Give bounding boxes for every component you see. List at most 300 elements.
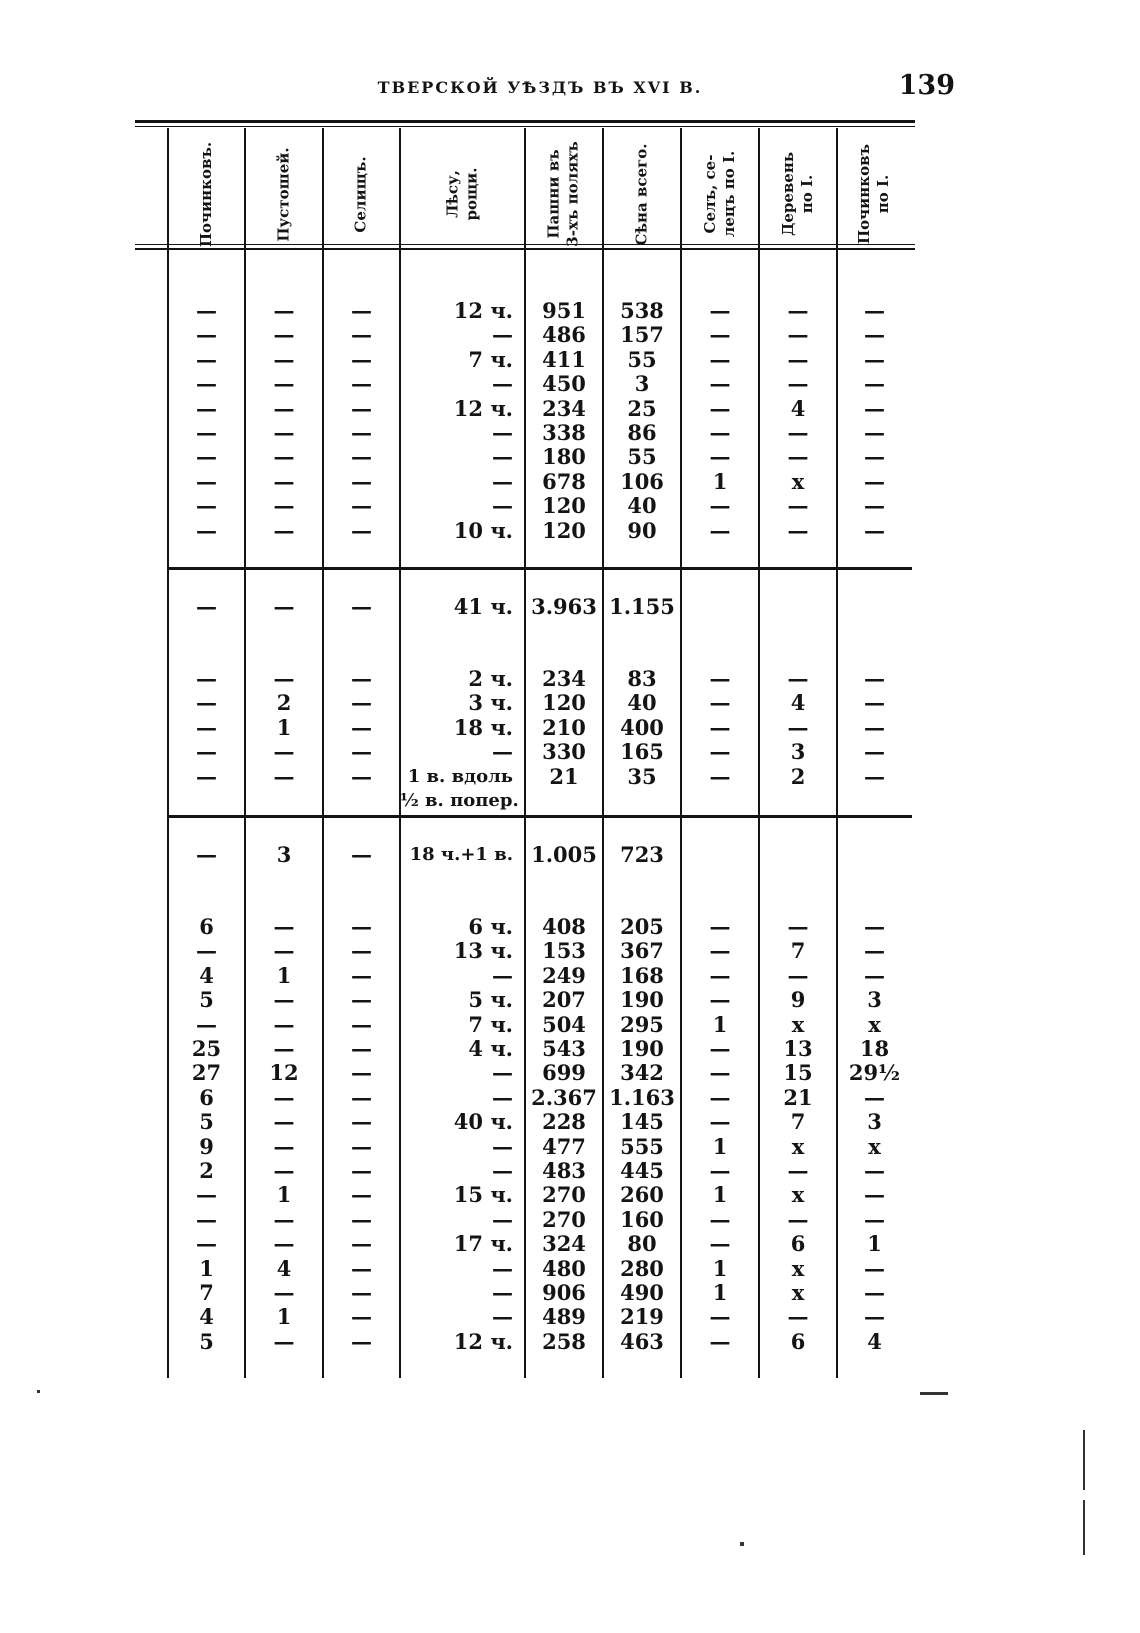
table-cell: —	[273, 468, 295, 494]
table-cell: —	[709, 690, 731, 716]
table-cell: 270	[542, 1206, 586, 1232]
table-cell: —	[351, 714, 372, 740]
table-cell: —	[351, 1011, 372, 1037]
table-cell: 41 ч.	[453, 594, 513, 619]
table-cell: —	[709, 714, 731, 740]
table-cell: ½ в. попер.	[400, 790, 519, 811]
table-cell: —	[351, 1036, 372, 1061]
table-cell: —	[273, 493, 295, 519]
table-cell: —	[864, 420, 885, 445]
table-cell: 25	[191, 1036, 222, 1061]
table-cell: 18	[859, 1036, 890, 1061]
table-cell: —	[864, 962, 885, 988]
table-cell: —	[864, 371, 885, 397]
table-cell: —	[351, 763, 372, 789]
table-cell: —	[196, 714, 217, 740]
table-cell: x	[791, 1280, 805, 1305]
table-cell: 55	[627, 444, 657, 470]
table-cell: 2	[276, 690, 292, 716]
table-cell: 450	[542, 371, 586, 397]
table-cell: —	[196, 938, 217, 964]
table-cell: 120	[542, 690, 586, 716]
table-cell: —	[492, 1255, 513, 1281]
table-cell: 260	[620, 1182, 664, 1208]
page-number: 139	[898, 70, 955, 101]
table-cell: —	[709, 322, 731, 348]
table-cell: 2	[790, 763, 806, 789]
table-cell: —	[351, 1060, 372, 1086]
table-cell: —	[196, 1231, 217, 1257]
table-cell: 1	[276, 1182, 292, 1208]
table-cell: —	[864, 739, 885, 765]
column-header-label: Лѣсу, рощи.	[443, 167, 481, 221]
table-cell: —	[864, 395, 885, 421]
table-cell: —	[351, 987, 372, 1013]
table-cell: —	[492, 322, 513, 348]
table-rule	[135, 120, 915, 123]
table-cell: —	[351, 298, 372, 323]
table-cell: 17 ч.	[453, 1231, 513, 1257]
table-cell: —	[492, 1084, 513, 1110]
table-cell: —	[709, 962, 731, 988]
table-cell: 3	[867, 1109, 882, 1135]
table-cell: 153	[542, 938, 586, 964]
table-cell: —	[273, 444, 295, 470]
table-cell: —	[864, 1304, 885, 1330]
table-cell: —	[864, 1182, 885, 1208]
table-cell: 477	[542, 1133, 586, 1159]
table-cell: —	[492, 371, 513, 397]
table-cell: 2 ч.	[468, 666, 513, 691]
table-cell: —	[351, 371, 372, 397]
column-header-label: Починковъ.	[197, 141, 215, 247]
table-cell: —	[864, 938, 885, 964]
table-cell: —	[709, 1060, 731, 1086]
table-cell: 1.005	[531, 842, 597, 867]
table-cell: 367	[620, 938, 664, 964]
table-cell: —	[196, 690, 217, 716]
table-cell: —	[351, 1280, 372, 1305]
table-cell: —	[351, 666, 372, 691]
table-cell: 463	[620, 1328, 664, 1354]
table-cell: 4	[790, 395, 806, 421]
table-cell: —	[864, 666, 885, 691]
table-cell: 12	[269, 1060, 299, 1086]
table-cell: —	[709, 1109, 731, 1135]
table-cell: 1.155	[609, 594, 675, 619]
table-cell: 951	[542, 298, 586, 323]
table-cell: —	[492, 420, 513, 445]
table-cell: 6	[790, 1231, 806, 1257]
table-cell: 234	[542, 395, 586, 421]
table-cell: 168	[620, 962, 664, 988]
table-cell: —	[787, 962, 809, 988]
table-cell: 29½	[848, 1060, 901, 1086]
table-cell: 15 ч.	[453, 1182, 513, 1208]
table-cell: 3	[867, 987, 882, 1013]
table-cell: 490	[620, 1280, 664, 1305]
table-cell: —	[709, 987, 731, 1013]
table-cell: —	[351, 1133, 372, 1159]
table-cell: —	[196, 298, 217, 323]
table-cell: —	[709, 1084, 731, 1110]
table-cell: 18 ч.+1 в.	[409, 844, 513, 865]
column-header-label: Пустошей.	[274, 146, 293, 242]
table-cell: —	[864, 346, 885, 372]
table-cell: —	[787, 1158, 809, 1183]
table-cell: 489	[542, 1304, 586, 1330]
column-header	[323, 135, 400, 253]
table-cell: 228	[542, 1109, 586, 1135]
table-cell: 190	[620, 1036, 664, 1061]
column-header	[759, 135, 837, 253]
table-cell: —	[196, 395, 217, 421]
table-cell: 35	[627, 763, 657, 789]
table-cell: —	[864, 1280, 885, 1305]
table-cell: —	[709, 298, 731, 323]
table-cell: —	[787, 444, 809, 470]
table-cell: 6 ч.	[468, 914, 513, 939]
running-title: ТВЕРСКОЙ УѢЗДЪ ВЪ XVI В.	[377, 78, 703, 97]
table-cell: 21	[783, 1084, 813, 1110]
table-cell: 258	[542, 1328, 586, 1354]
table-cell: 5	[199, 1109, 214, 1135]
table-cell: 210	[542, 714, 586, 740]
table-cell: —	[351, 517, 372, 543]
scan-mark	[37, 1390, 40, 1393]
table-cell: —	[351, 938, 372, 964]
table-cell: —	[273, 420, 295, 445]
column-header	[400, 135, 525, 253]
table-cell: 83	[627, 666, 657, 691]
table-cell: 3	[790, 739, 806, 765]
table-cell: 2.367	[531, 1084, 597, 1110]
table-cell: —	[273, 1109, 295, 1135]
table-cell: —	[351, 444, 372, 470]
column-header	[603, 135, 681, 253]
table-cell: —	[864, 914, 885, 939]
table-cell: 234	[542, 666, 586, 691]
table-cell: 7 ч.	[468, 1011, 513, 1037]
table-cell: —	[709, 420, 731, 445]
table-cell: 205	[620, 914, 664, 939]
table-cell: 483	[542, 1158, 586, 1183]
table-cell: 480	[542, 1255, 586, 1281]
table-cell: —	[709, 346, 731, 372]
table-cell: 555	[620, 1133, 664, 1159]
table-cell: 219	[620, 1304, 664, 1330]
table-cell: —	[196, 1011, 217, 1037]
table-cell: 55	[627, 346, 657, 372]
table-cell: —	[351, 468, 372, 494]
table-cell: —	[787, 298, 809, 323]
table-cell: —	[196, 763, 217, 789]
table-cell: —	[351, 690, 372, 716]
table-cell: x	[791, 468, 805, 494]
table-cell: —	[196, 468, 217, 494]
table-cell: —	[864, 1084, 885, 1110]
table-cell: 7 ч.	[468, 346, 513, 372]
table-cell: —	[709, 1036, 731, 1061]
table-cell: 165	[620, 739, 664, 765]
table-cell: —	[196, 517, 217, 543]
table-cell: 5	[199, 987, 214, 1013]
table-cell: —	[273, 517, 295, 543]
table-cell: —	[351, 594, 372, 619]
table-cell: —	[709, 666, 731, 691]
table-cell: —	[273, 371, 295, 397]
table-cell: —	[709, 1231, 731, 1257]
table-cell: 7	[790, 1109, 806, 1135]
table-cell: —	[273, 1158, 295, 1183]
table-cell: x	[791, 1182, 805, 1208]
table-cell: x	[791, 1133, 805, 1159]
table-cell: —	[196, 444, 217, 470]
table-cell: —	[787, 666, 809, 691]
table-cell: 4	[199, 1304, 214, 1330]
table-cell: —	[492, 493, 513, 519]
table-cell: x	[868, 1011, 881, 1037]
table-rule	[135, 126, 915, 127]
table-cell: 408	[542, 914, 586, 939]
table-cell: —	[787, 1206, 809, 1232]
table-cell: —	[709, 371, 731, 397]
table-cell: 7	[199, 1280, 214, 1305]
table-cell: 1	[712, 1255, 728, 1281]
table-cell: 1	[276, 962, 292, 988]
table-cell: 699	[542, 1060, 586, 1086]
column-header	[168, 135, 245, 253]
table-cell: —	[864, 468, 885, 494]
table-cell: —	[351, 1109, 372, 1135]
table-cell: 3.963	[531, 594, 597, 619]
table-cell: 400	[620, 714, 664, 740]
table-cell: —	[273, 914, 295, 939]
table-cell: 80	[627, 1231, 657, 1257]
table-cell: 342	[620, 1060, 664, 1086]
table-cell: —	[273, 1328, 295, 1354]
column-header	[837, 135, 912, 253]
table-cell: —	[273, 763, 295, 789]
table-cell: 1	[199, 1255, 214, 1281]
table-cell: 2	[199, 1158, 214, 1183]
table-cell: —	[709, 493, 731, 519]
table-cell: 120	[542, 517, 586, 543]
table-cell: —	[709, 517, 731, 543]
table-cell: —	[492, 1206, 513, 1232]
table-cell: 6	[790, 1328, 806, 1354]
table-cell: x	[791, 1255, 805, 1281]
table-cell: —	[351, 962, 372, 988]
table-cell: —	[351, 739, 372, 765]
table-cell: —	[787, 517, 809, 543]
table-cell: —	[351, 420, 372, 445]
table-cell: —	[787, 322, 809, 348]
table-cell: 40	[627, 690, 657, 716]
table-cell: —	[864, 1158, 885, 1183]
table-cell: —	[864, 444, 885, 470]
column-header-label: Деревень по I.	[779, 151, 817, 237]
table-cell: 723	[620, 842, 664, 867]
table-cell: 4 ч.	[468, 1036, 513, 1061]
table-cell: 12 ч.	[453, 1328, 513, 1354]
table-cell: —	[709, 1328, 731, 1354]
table-cell: 4	[276, 1255, 292, 1281]
table-cell: —	[864, 763, 885, 789]
table-cell: 1 в. вдоль	[407, 765, 513, 787]
column-header	[525, 135, 603, 253]
table-cell: —	[709, 1206, 731, 1232]
table-cell: 3 ч.	[468, 690, 513, 716]
table-cell: 40	[627, 493, 657, 519]
column-header	[245, 135, 323, 253]
table-cell: 6	[199, 914, 214, 939]
table-cell: —	[273, 395, 295, 421]
table-cell: —	[273, 987, 295, 1013]
table-cell: 330	[542, 739, 586, 765]
table-cell: 4	[790, 690, 806, 716]
table-cell: —	[351, 1304, 372, 1330]
table-cell: 160	[620, 1206, 664, 1232]
table-cell: 4	[867, 1328, 882, 1354]
table-cell: 21	[549, 763, 579, 789]
table-cell: 338	[542, 420, 586, 445]
table-cell: 324	[542, 1231, 586, 1257]
table-cell: —	[709, 739, 731, 765]
table-cell: 207	[542, 987, 586, 1013]
table-cell: —	[864, 493, 885, 519]
table-cell: 5 ч.	[468, 987, 513, 1013]
table-cell: 906	[542, 1280, 586, 1305]
table-cell: —	[787, 346, 809, 372]
table-cell: —	[787, 1304, 809, 1330]
table-cell: —	[351, 1158, 372, 1183]
table-cell: 180	[542, 444, 586, 470]
table-cell: —	[273, 594, 295, 619]
table-cell: —	[196, 594, 217, 619]
table-cell: —	[709, 395, 731, 421]
scan-mark	[740, 1542, 744, 1546]
scan-mark	[1083, 1430, 1085, 1490]
table-cell: —	[864, 1255, 885, 1281]
table-cell: 4	[199, 962, 214, 988]
table-cell: 5	[199, 1328, 214, 1354]
table-cell: —	[864, 714, 885, 740]
table-cell: —	[492, 1158, 513, 1183]
table-cell: —	[351, 914, 372, 939]
table-cell: 1	[276, 714, 292, 740]
table-cell: 6	[199, 1084, 214, 1110]
table-cell: —	[273, 346, 295, 372]
table-cell: —	[196, 493, 217, 519]
table-cell: 1	[712, 1133, 728, 1159]
table-rule	[168, 815, 912, 818]
table-cell: 90	[627, 517, 657, 543]
scan-mark	[1083, 1500, 1085, 1555]
table-cell: —	[273, 739, 295, 765]
table-cell: —	[864, 690, 885, 716]
table-cell: 249	[542, 962, 586, 988]
column-header-label: Сѣна всего.	[632, 143, 651, 245]
table-cell: —	[709, 763, 731, 789]
column-header-label: Селищъ.	[352, 155, 370, 233]
table-cell: —	[864, 298, 885, 323]
table-cell: 25	[627, 395, 657, 421]
table-cell: —	[351, 1328, 372, 1354]
table-cell: 13	[783, 1036, 813, 1061]
table-cell: 1	[712, 1280, 728, 1305]
table-cell: 157	[620, 322, 664, 348]
table-cell: 1	[712, 1011, 728, 1037]
table-cell: —	[787, 420, 809, 445]
table-cell: —	[273, 1084, 295, 1110]
table-cell: —	[351, 842, 372, 867]
table-cell: 445	[620, 1158, 664, 1183]
table-cell: —	[196, 842, 217, 867]
table-cell: —	[196, 739, 217, 765]
table-cell: —	[351, 346, 372, 372]
table-cell: 120	[542, 493, 586, 519]
table-cell: 190	[620, 987, 664, 1013]
scan-mark	[920, 1392, 948, 1395]
column-header	[681, 135, 759, 253]
column-header-label: Селъ, се- лецъ по I.	[701, 150, 738, 238]
table-cell: —	[787, 914, 809, 939]
table-cell: 12 ч.	[453, 395, 513, 421]
table-cell: 538	[620, 298, 664, 323]
table-cell: —	[351, 493, 372, 519]
table-cell: —	[492, 962, 513, 988]
table-rule	[168, 567, 912, 570]
table-cell: —	[492, 1304, 513, 1330]
column-header-label: Пашни въ 3-хъ поляхъ	[545, 141, 582, 247]
table-cell: —	[196, 322, 217, 348]
table-cell: —	[709, 1304, 731, 1330]
table-cell: —	[196, 1182, 217, 1208]
table-cell: —	[787, 714, 809, 740]
table-cell: —	[709, 444, 731, 470]
table-cell: —	[351, 1231, 372, 1257]
table-cell: 1.163	[609, 1084, 675, 1110]
table-cell: —	[273, 938, 295, 964]
table-cell: 7	[790, 938, 806, 964]
table-cell: 543	[542, 1036, 586, 1061]
table-cell: 9	[790, 987, 806, 1013]
table-cell: 27	[191, 1060, 222, 1086]
table-cell: —	[787, 493, 809, 519]
table-cell: x	[791, 1011, 805, 1037]
table-cell: —	[351, 322, 372, 348]
table-cell: 678	[542, 468, 586, 494]
table-cell: —	[273, 1231, 295, 1257]
table-cell: 86	[627, 420, 657, 445]
table-cell: —	[864, 322, 885, 348]
table-cell: —	[273, 1011, 295, 1037]
table-cell: 9	[199, 1133, 214, 1159]
table-cell: 15	[783, 1060, 813, 1086]
table-cell: —	[196, 346, 217, 372]
table-cell: —	[492, 1133, 513, 1159]
table-cell: —	[273, 322, 295, 348]
table-cell: 280	[620, 1255, 664, 1281]
table-cell: —	[709, 938, 731, 964]
table-cell: 270	[542, 1182, 586, 1208]
table-cell: —	[351, 395, 372, 421]
table-cell: —	[196, 666, 217, 691]
table-cell: —	[787, 371, 809, 397]
table-cell: 12 ч.	[453, 298, 513, 323]
table-cell: —	[492, 444, 513, 470]
